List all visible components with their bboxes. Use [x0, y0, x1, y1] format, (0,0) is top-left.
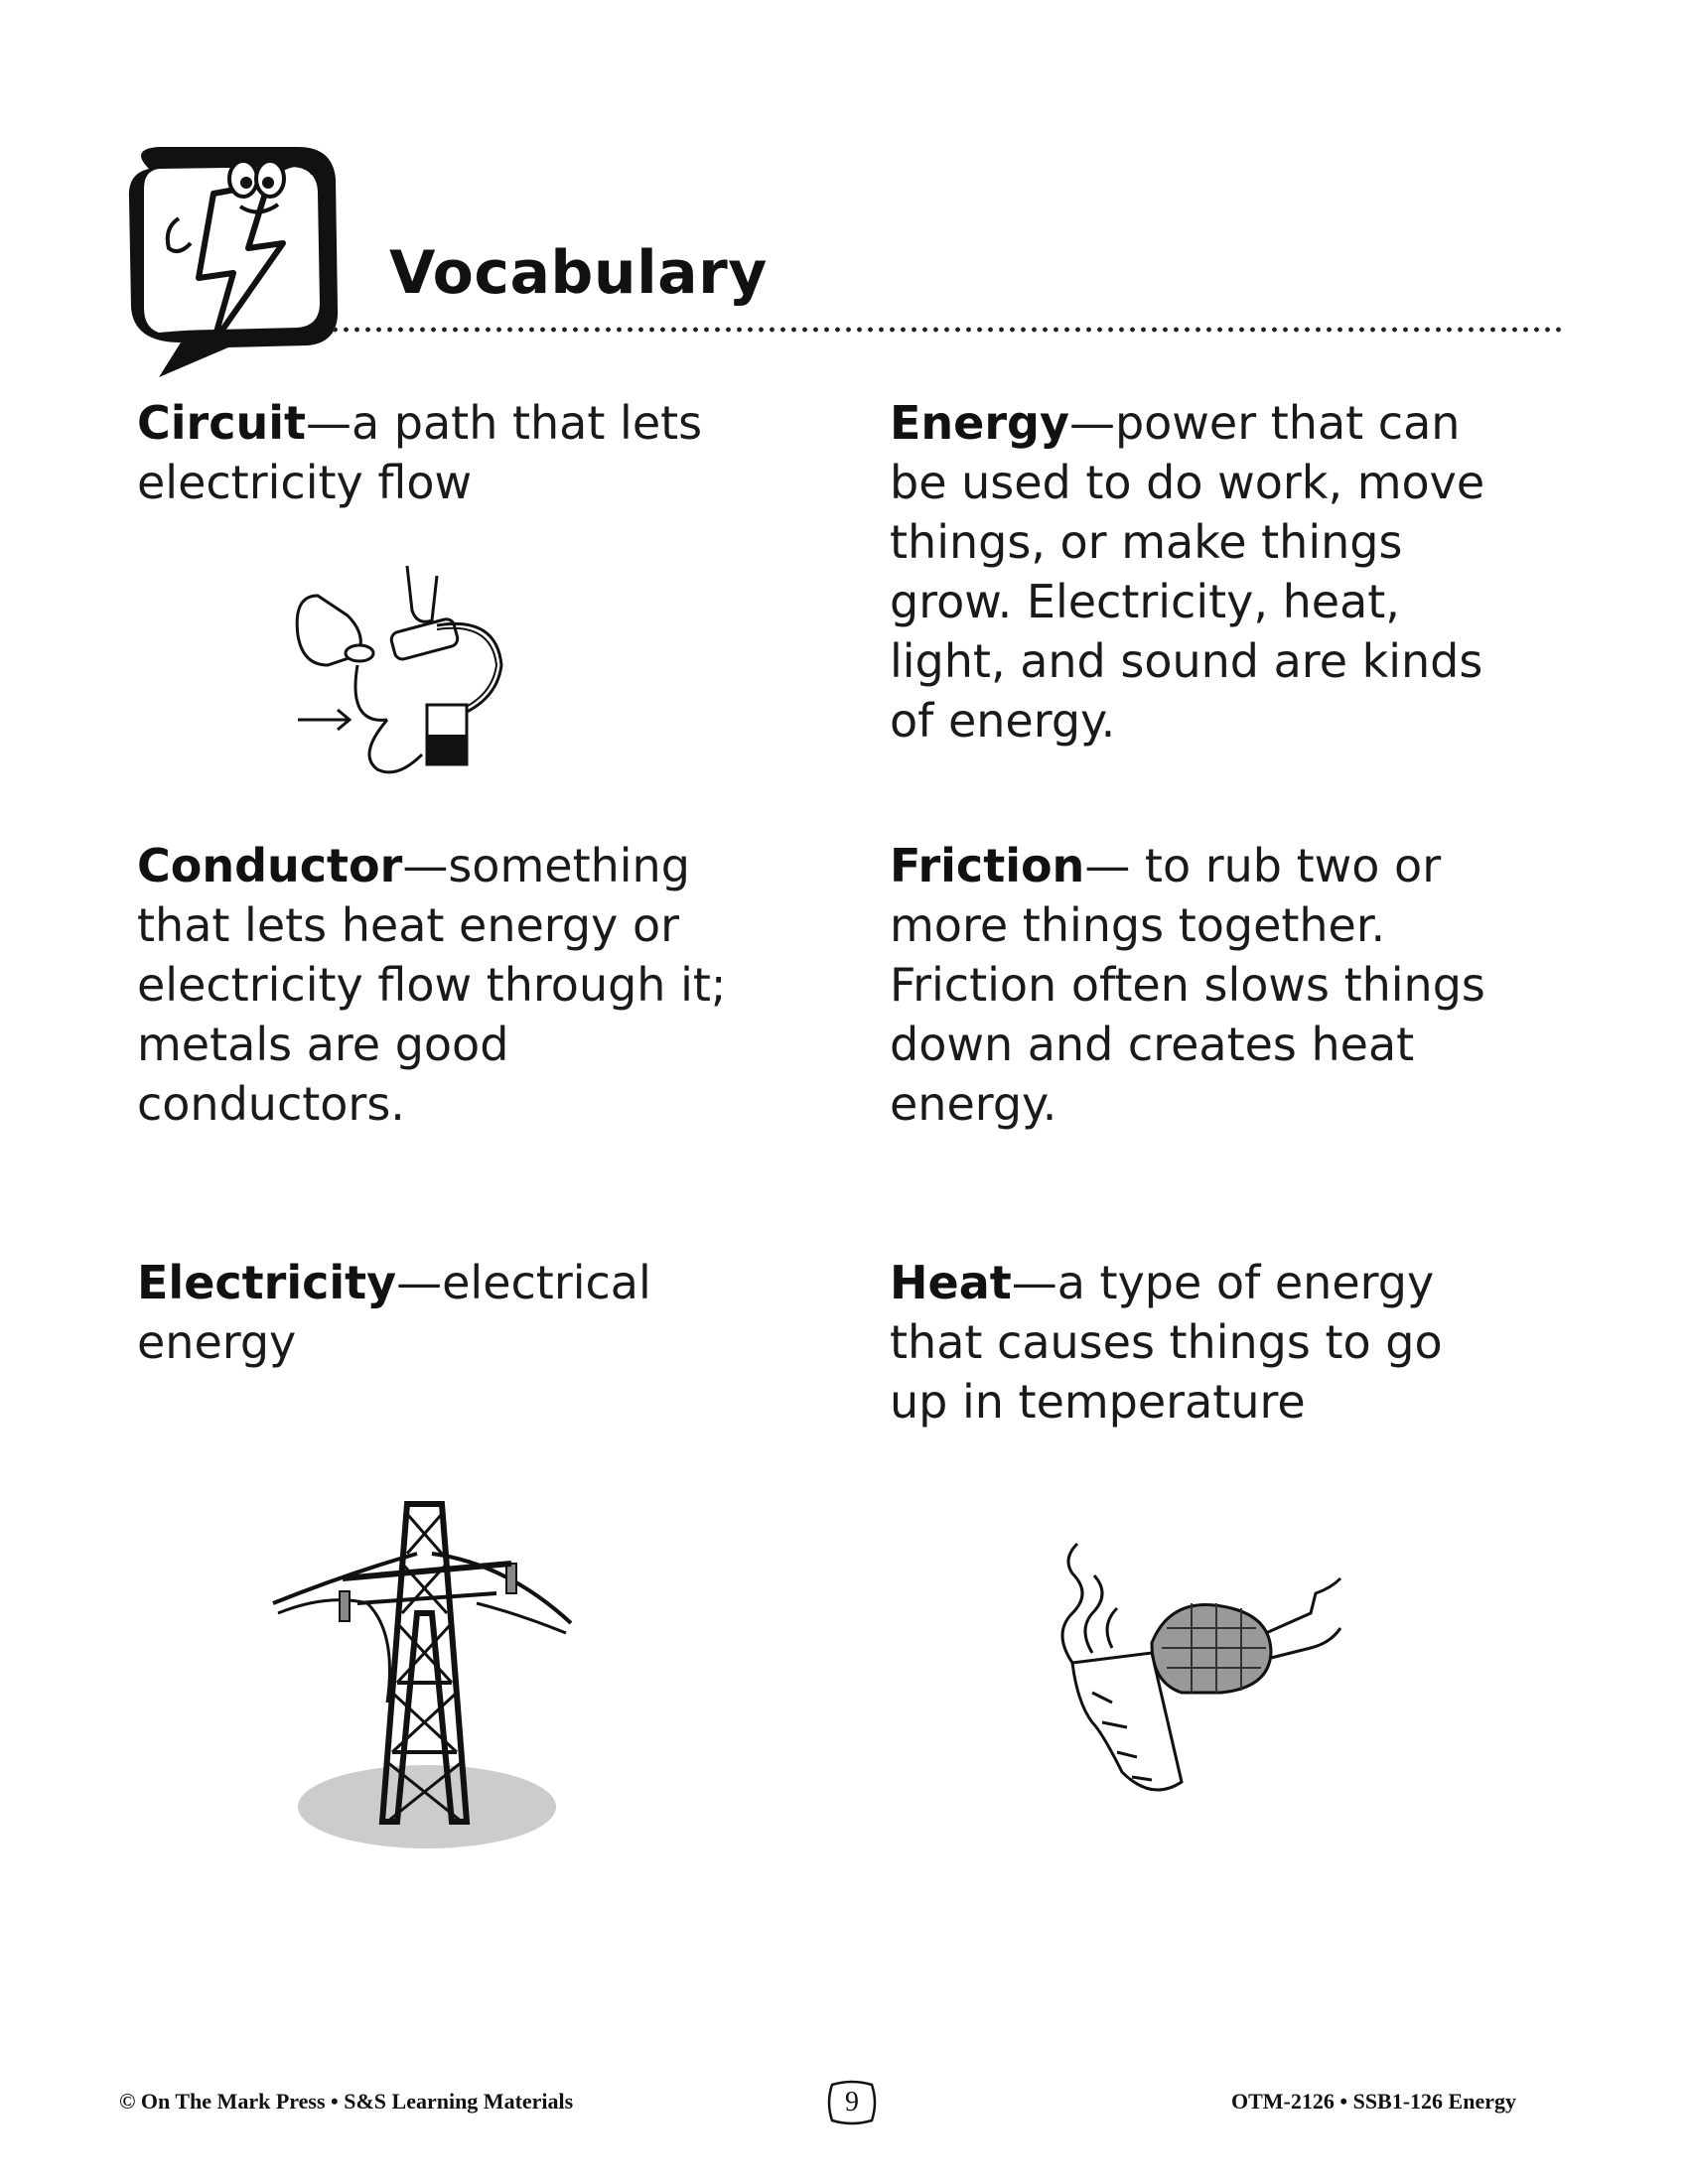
page-number-label: 9	[845, 2087, 859, 2117]
page-number	[824, 2077, 880, 2128]
footer-product-code: OTM-2126 • SSB1-126 Energy	[1231, 2089, 1516, 2114]
term-heat	[890, 1253, 1505, 1432]
term-word: Circuit	[137, 396, 306, 450]
lightning-bolt-mascot-icon	[119, 139, 348, 377]
term-energy	[890, 393, 1505, 751]
term-definition: — to rub two or more things together. Friction often slows things down and creates heat energy.	[890, 839, 1485, 1131]
page-title: Vocabulary	[389, 238, 768, 308]
power-tower-icon	[268, 1494, 576, 1855]
term-definition: —electrical energy	[137, 1256, 651, 1369]
footer-publisher: © On The Mark Press • S&S Learning Materials	[119, 2089, 574, 2114]
term-word: Electricity	[137, 1256, 397, 1309]
term-friction	[890, 836, 1505, 1134]
term-word: Heat	[890, 1256, 1012, 1309]
term-word: Conductor	[137, 839, 403, 892]
term-conductor	[137, 836, 753, 1134]
term-definition: —something that lets heat energy or electricity flow through it; metals are good conductors.	[137, 839, 727, 1131]
term-definition: —a type of energy that causes things to go up in temperature	[890, 1256, 1443, 1429]
term-circuit	[137, 393, 753, 512]
term-electricity	[137, 1253, 753, 1372]
circuit-battery-icon	[288, 556, 546, 788]
oven-mitt-hot-dish-icon	[1033, 1534, 1350, 1816]
term-word: Friction	[890, 839, 1085, 892]
term-definition: —power that can be used to do work, move things, or make things grow. Electricity, heat, light, and sound are kinds of energy.	[890, 396, 1485, 748]
term-definition: —a path that lets electricity flow	[137, 396, 703, 509]
term-word: Energy	[890, 396, 1069, 450]
title-divider	[330, 326, 1561, 334]
